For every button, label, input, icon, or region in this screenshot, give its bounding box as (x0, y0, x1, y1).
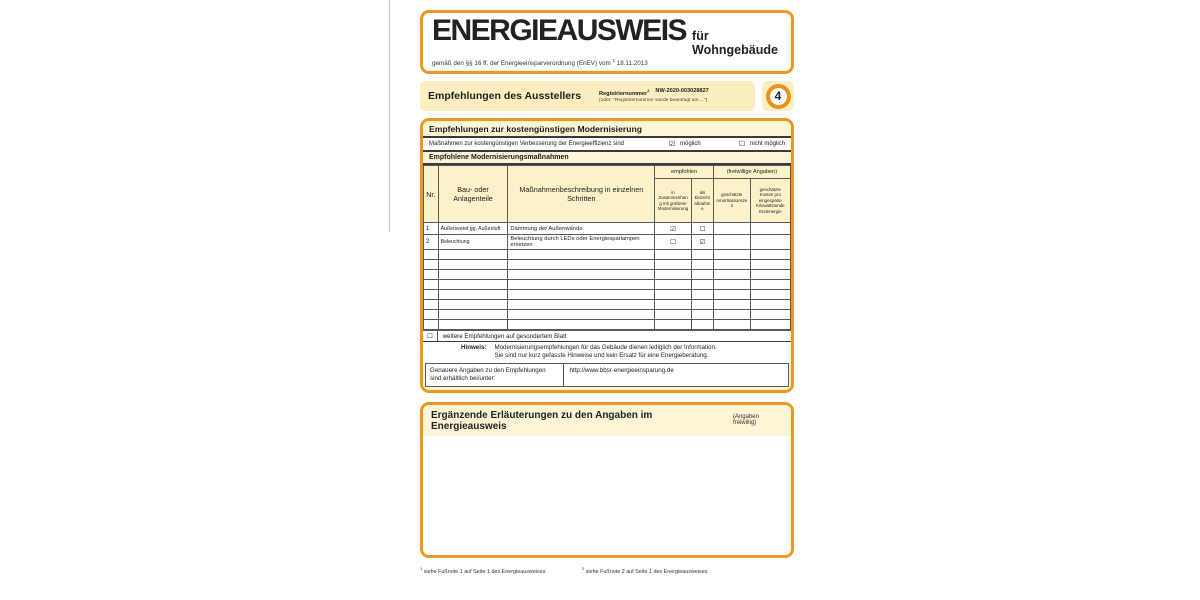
column-header-single-measure: als Einzelmaßnahme (691, 179, 713, 223)
registration-number: NW-2020-003028827 (655, 88, 709, 95)
hint-text: Modernisierungsempfehlungen für das Gebäude dienen lediglich der Information. Sie sind nur kurz gefasste Hinweise und kein Ersatz für eine Energieberatung. (494, 344, 717, 360)
efficiency-statement-row (423, 138, 791, 152)
supplement-title: Ergänzende Erläuterungen zu den Angaben im Energieausweis (431, 410, 653, 433)
table-empty-rows (424, 250, 791, 330)
label-not-possible: nicht möglich (749, 141, 785, 148)
measures-table (423, 165, 791, 330)
footnote-2: $^2$ siehe Fußnote 2 auf Seite 1 des Energieausweises (582, 566, 708, 576)
row-single-checkbox[interactable]: ☐ (691, 223, 713, 235)
row-number: 1 (424, 223, 439, 235)
table-empty-row (424, 320, 791, 330)
table-empty-row (424, 250, 791, 260)
row-number: 2 (424, 235, 439, 250)
law-reference-line (432, 58, 782, 67)
details-row (425, 363, 789, 387)
registration-block (599, 88, 747, 104)
efficiency-statement: Maßnahmen zur kostengünstigen Verbesserung der Energieeffizienz sind (429, 141, 625, 148)
issuer-strip (420, 81, 794, 111)
registration-alt-line: (oder: "Registriernummer wurde beantragt am ...") (599, 97, 708, 103)
more-recommendations-label: weitere Empfehlungen auf gesondertem Blatt (442, 332, 567, 340)
table-empty-row (424, 270, 791, 280)
modernization-box-title: Empfehlungen zur kostengünstigen Modernisierung (423, 121, 791, 138)
table-empty-row (424, 300, 791, 310)
page-badge-background (762, 81, 794, 111)
row-single-checkbox[interactable]: ☑ (691, 235, 713, 250)
page-number-badge: 4 (766, 84, 791, 109)
row-context-checkbox[interactable]: ☑ (655, 223, 692, 235)
footnote-1: $^1$ siehe Fußnote 1 auf Seite 1 des Energieausweises (420, 566, 546, 576)
law-date: 18.11.2013 (616, 60, 648, 68)
column-group-voluntary: (freiwillige Angaben) (713, 166, 790, 179)
checkbox-possible[interactable]: ☑ (668, 140, 676, 148)
details-label: Genauere Angaben zu den Empfehlungen sind erhältlich bei/unter: (426, 364, 564, 386)
issuer-bar (420, 81, 755, 111)
row-cost (750, 223, 790, 235)
registration-number-line (599, 88, 747, 98)
header-box (420, 10, 794, 74)
registration-label: Registriernummer$^2$ (599, 88, 650, 97)
column-header-amortization: geschätzte Amortisationszeit (713, 179, 750, 223)
document-title: ENERGIEAUSWEIS (432, 14, 687, 47)
row-description: Dämmung der Außenwände (508, 223, 655, 235)
footnotes (420, 566, 794, 575)
table-row (424, 223, 791, 235)
document-subtitle: für Wohngebäude (692, 29, 778, 57)
column-group-recommended: empfohlen (655, 166, 714, 179)
scan-edge-line (389, 0, 390, 232)
more-recommendations-row (423, 330, 791, 341)
modernization-box (420, 118, 794, 393)
header-title-row (432, 16, 782, 57)
label-possible: möglich (680, 141, 701, 148)
measures-table-header (424, 166, 791, 223)
row-component: Beleuchtung (438, 235, 508, 250)
issuer-title: Empfehlungen des Ausstellers (428, 90, 582, 103)
row-amortization (713, 235, 750, 250)
hint-label: Hinweis: (461, 344, 487, 352)
law-reference-text: gemäß den §§ 16 ff. der Energieeinsparverordnung (EnEV) vom (432, 60, 611, 68)
checkbox-not-possible[interactable]: ☐ (738, 140, 745, 148)
measures-section-title: Empfohlene Modernisierungsmaßnahmen (423, 152, 791, 165)
document (420, 10, 794, 575)
column-header-nr: Nr. (424, 166, 439, 223)
table-row (424, 235, 791, 250)
law-footnote-mark: 1 (612, 58, 616, 63)
hint-block (423, 341, 791, 363)
column-header-description: Maßnahmenbeschreibung in einzelnen Schritten (508, 166, 655, 223)
more-recommendations-checkbox[interactable]: ☐ (423, 331, 438, 341)
table-empty-row (424, 260, 791, 270)
column-header-context: in Zusammenhang mit größerer Modernisierung (655, 179, 692, 223)
row-description: Beleuchtung durch LEDs oder Energiesparlampen ersetzen (508, 235, 655, 250)
supplement-box (420, 402, 794, 558)
column-header-component: Bau- oder Anlagenteile (438, 166, 508, 223)
supplement-titlebar (423, 405, 791, 436)
row-component: Außenwand gg. Außenluft (438, 223, 508, 235)
row-amortization (713, 223, 750, 235)
supplement-blank-area (423, 436, 791, 558)
row-context-checkbox[interactable]: ☐ (655, 235, 692, 250)
details-url: http://www.bbsr-energieeinsparung.de (569, 367, 674, 375)
table-empty-row (424, 280, 791, 290)
table-empty-row (424, 310, 791, 320)
supplement-voluntary-note: (Angaben freiwillig) (732, 414, 759, 427)
table-empty-row (424, 290, 791, 300)
row-cost (750, 235, 790, 250)
column-header-cost: geschätzte Kosten pro eingesparte Kilowattstunde Endenergie (750, 179, 790, 223)
